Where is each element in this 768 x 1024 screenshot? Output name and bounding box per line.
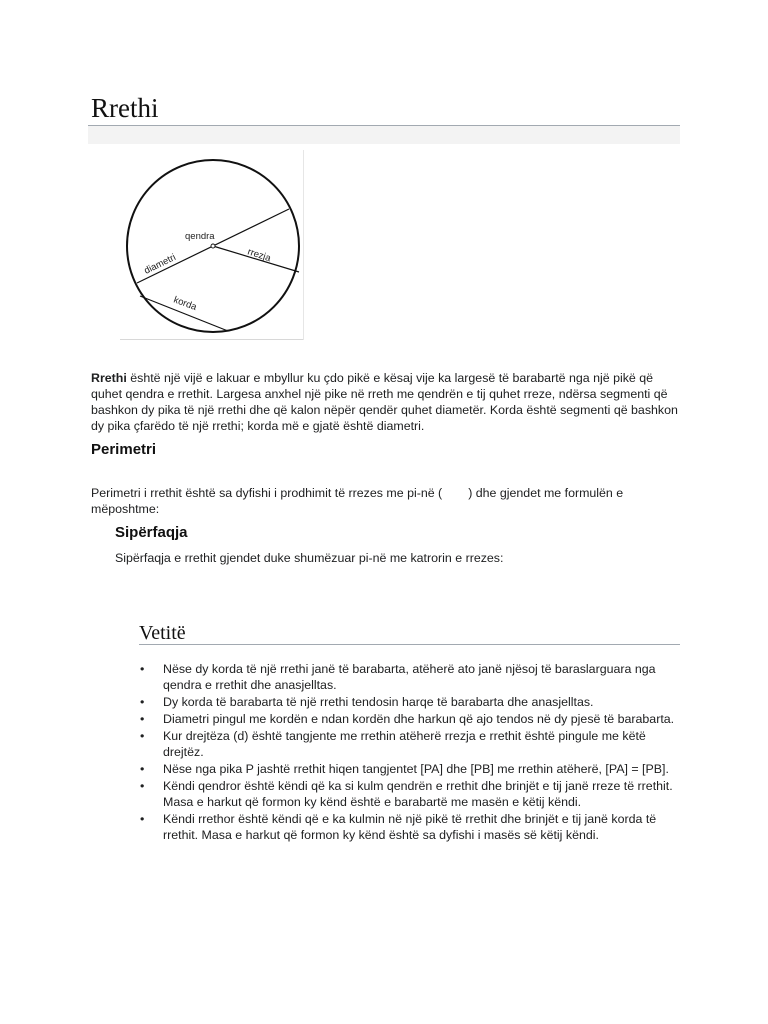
- intro-text: është një vijë e lakuar e mbyllur ku çdo pikë e kësaj vije ka largesë të barabartë nga një pikë që quhet qendra e rrethit. Largesa anxhel një pike në rreth me qendrën e tij quhet rreze, ndërsa segmenti që bashkon dy pika të një rrethi dhe që kalon nëpër qendër quhet diametër. Korda është segmenti që bashkon dy pika çfarëdo të një rrethi; korda më e gjatë është diametri.: [91, 371, 678, 433]
- list-item: • Kur drejtëza (d) është tangjente me rrethin atëherë rrezja e rrethit është pingule me këtë drejtëz.: [139, 728, 680, 760]
- perimeter-text-before: Perimetri i rrethit është sa dyfishi i prodhimit të rrezes me pi-në (: [91, 486, 443, 500]
- properties-divider: [139, 644, 680, 645]
- properties-list: [139, 661, 680, 844]
- label-diameter: diametri: [142, 251, 178, 277]
- figure-border-bottom: [120, 339, 304, 340]
- figure-border-right: [303, 150, 304, 340]
- list-item: • Nëse nga pika P jashtë rrethit hiqen tangjentet [PA] dhe [PB] me rrethin atëherë, [PA] = [PB].: [139, 761, 680, 777]
- list-item: • Nëse dy korda të një rrethi janë të barabarta, atëherë ato janë njësoj të baraslarguara nga qendra e rrethit dhe anasjelltas.: [139, 661, 680, 693]
- page-title: Rrethi: [91, 93, 159, 123]
- circle-diagram: [120, 150, 304, 340]
- intro-term: Rrethi: [91, 371, 127, 385]
- perimeter-paragraph: [91, 485, 681, 517]
- list-item: • Këndi rrethor është këndi që e ka kulmin në një pikë të rrethit dhe brinjët e tij janë korda të rrethit. Masa e harkut që formon ky kënd është sa dyfishi i masës së këtij këndi.: [139, 811, 680, 843]
- center-point: [211, 244, 215, 248]
- title-band: [88, 126, 680, 144]
- intro-paragraph: [91, 370, 681, 434]
- label-chord: korda: [171, 294, 199, 313]
- perimeter-text-after: ) dhe gjendet me formulën e mëposhtme:: [91, 486, 624, 516]
- label-center: qendra: [185, 231, 215, 242]
- label-radius: rrezja: [246, 246, 273, 265]
- area-paragraph: Sipërfaqja e rrethit gjendet duke shumëzuar pi-në me katrorin e rrezes:: [115, 551, 504, 565]
- heading-area: Sipërfaqja: [115, 524, 188, 541]
- list-item: • Këndi qendror është këndi që ka si kulm qendrën e rrethit dhe brinjët e tij janë rreze të rrethit. Masa e harkut që formon ky kënd është e barabartë me masën e këtij këndi.: [139, 778, 680, 810]
- list-item: • Diametri pingul me kordën e ndan kordën dhe harkun që ajo tendos në dy pjesë të barabarta.: [139, 711, 680, 727]
- heading-properties: Vetitë: [139, 622, 186, 644]
- circle-figure: [120, 150, 304, 340]
- list-item: • Dy korda të barabarta të një rrethi tendosin harqe të barabarta dhe anasjelltas.: [139, 694, 680, 710]
- heading-perimeter: Perimetri: [91, 441, 157, 458]
